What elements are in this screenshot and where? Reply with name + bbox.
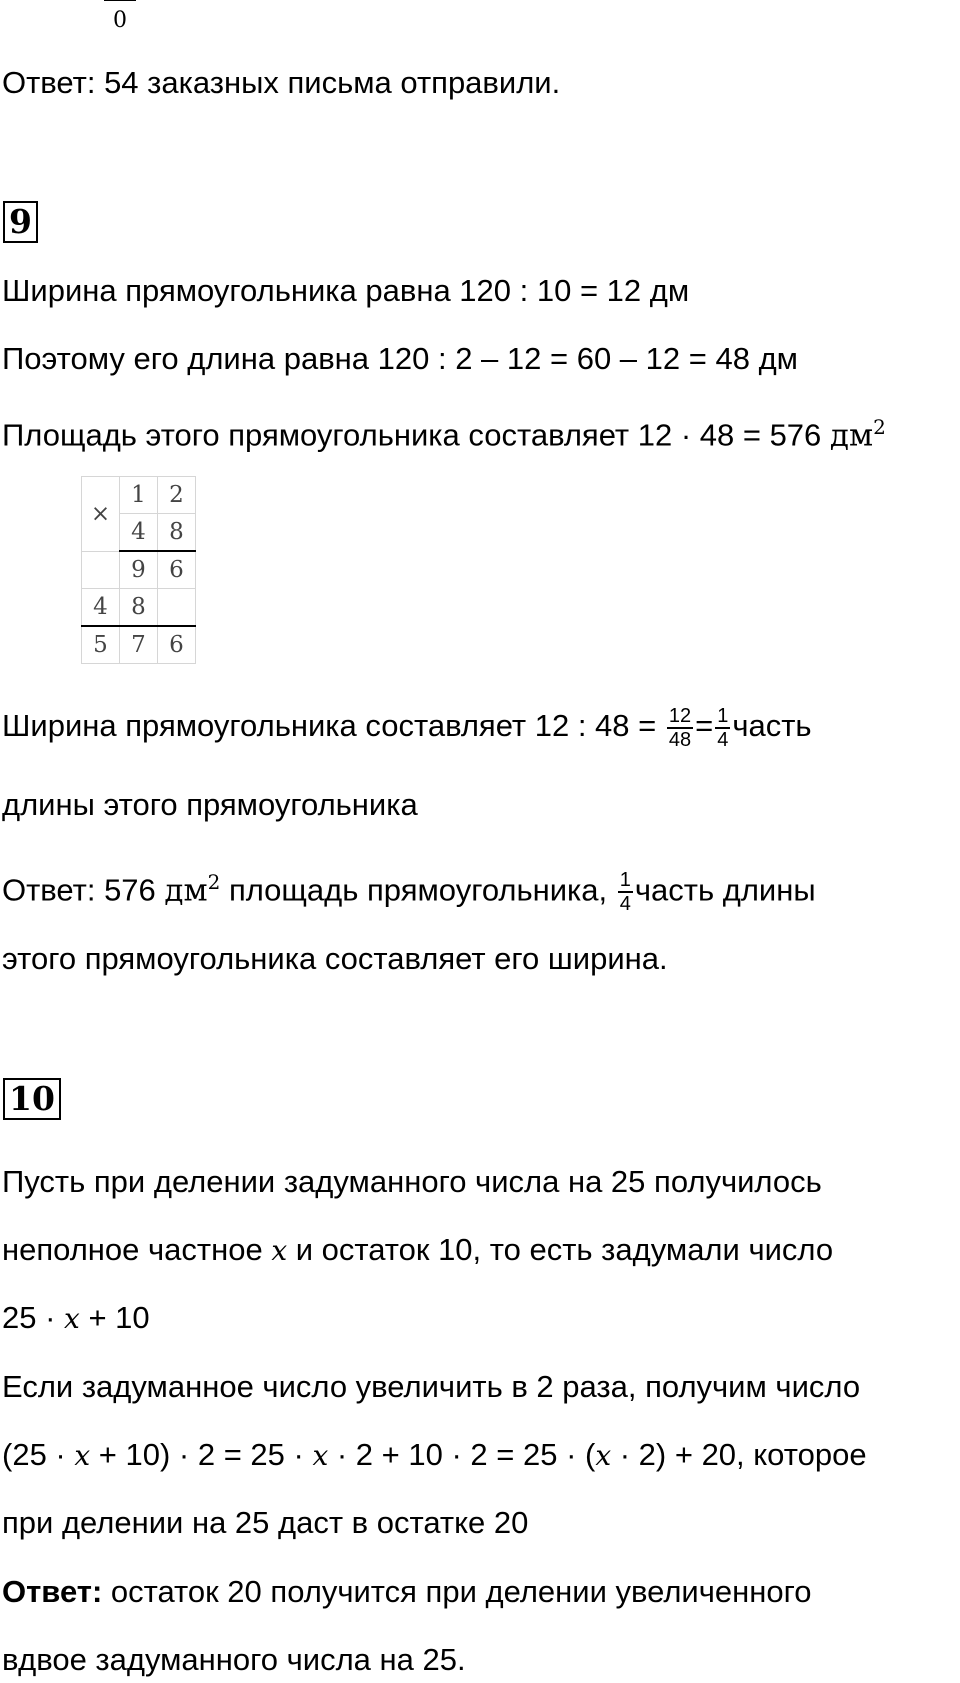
square-exponent: 2 xyxy=(207,870,221,894)
ratio-statement: Ширина прямоугольника составляет 12 : 48 = xyxy=(2,708,665,744)
mult-cell: 9 xyxy=(120,551,158,589)
task9-line-1: Ширина прямоугольника равна 120 : 10 = 12 дм xyxy=(2,273,690,308)
task10-line-1: Пусть при делении задуманного числа на 25 получилось xyxy=(2,1164,822,1199)
task9-line-2: Поэтому его длина равна 120 : 2 – 12 = 60 – 12 = 48 дм xyxy=(2,341,798,376)
fraction-numerator: 1 xyxy=(717,705,729,727)
mult-cell: 2 xyxy=(158,477,196,514)
multiply-sign: × xyxy=(82,477,120,552)
mult-cell: 5 xyxy=(82,626,120,664)
fraction-1-4 xyxy=(715,705,730,751)
task-number-10: 10 xyxy=(3,1078,61,1120)
task10-line-2 xyxy=(2,1231,833,1270)
text: (25 · xyxy=(2,1437,75,1472)
answer-text: остаток 20 получится при делении увеличенного xyxy=(102,1574,812,1609)
task-number-9: 9 xyxy=(3,201,38,243)
fraction-numerator: 12 xyxy=(668,705,692,727)
text: + 10) · 2 = 25 · xyxy=(90,1437,313,1472)
task10-line-3 xyxy=(2,1299,150,1338)
area-statement: Площадь этого прямоугольника составляет 12 · 48 = 576 xyxy=(2,417,830,453)
variable-x: x xyxy=(271,1234,288,1267)
fraction-denominator: 4 xyxy=(619,893,631,916)
task9-line-4 xyxy=(2,705,812,751)
task9-answer xyxy=(2,863,816,915)
text: неполное частное xyxy=(2,1232,272,1267)
task10-line-5 xyxy=(2,1436,867,1475)
fraction-1-4 xyxy=(618,869,633,915)
ratio-tail: часть xyxy=(732,708,812,744)
variable-x: x xyxy=(64,1302,80,1335)
square-exponent: 2 xyxy=(873,415,886,439)
fraction-denominator: 48 xyxy=(668,729,692,751)
unit-dm: дм xyxy=(164,872,208,909)
mult-cell xyxy=(158,589,196,627)
mult-cell: 6 xyxy=(158,551,196,589)
answer-label: Ответ: xyxy=(2,1574,103,1609)
column-multiplication-table xyxy=(81,476,196,664)
unit-dm: дм xyxy=(829,417,874,454)
task10-line-6: при делении на 25 даст в остатке 20 xyxy=(2,1505,529,1540)
equals-sign: = xyxy=(695,708,714,744)
task9-line-3 xyxy=(2,408,886,454)
text: · 2 + 10 · 2 = 25 · ( xyxy=(328,1437,596,1472)
answer-prefix: Ответ: 576 xyxy=(2,872,165,908)
mult-cell: 4 xyxy=(82,589,120,627)
variable-x: x xyxy=(312,1439,329,1472)
previous-answer: Ответ: 54 заказных письма отправили. xyxy=(2,65,561,100)
fraction-denominator: 4 xyxy=(717,729,729,751)
mult-cell xyxy=(82,551,120,589)
mult-cell: 8 xyxy=(158,514,196,552)
fraction-numerator: 1 xyxy=(619,869,631,892)
mult-cell: 4 xyxy=(120,514,158,552)
task10-answer-line-2: вдвое задуманного числа на 25. xyxy=(2,1642,466,1677)
fraction-12-48 xyxy=(667,705,693,751)
text: + 10 xyxy=(79,1300,150,1335)
task9-line-5: длины этого прямоугольника xyxy=(2,787,418,822)
answer-tail: часть длины xyxy=(634,872,816,908)
mult-cell: 7 xyxy=(120,626,158,664)
text: и остаток 10, то есть задумали число xyxy=(287,1232,834,1267)
mult-cell: 1 xyxy=(120,477,158,514)
task9-answer-line-2: этого прямоугольника составляет его ширина. xyxy=(2,941,668,976)
text: 25 · xyxy=(2,1300,65,1335)
variable-x: x xyxy=(74,1439,91,1472)
text: · 2) + 20, которое xyxy=(611,1437,867,1472)
answer-middle: площадь прямоугольника, xyxy=(220,872,616,908)
division-remainder-fragment: 0 xyxy=(104,0,136,41)
mult-cell: 8 xyxy=(120,589,158,627)
task10-line-4: Если задуманное число увеличить в 2 раза, получим число xyxy=(2,1369,861,1404)
mult-cell: 6 xyxy=(158,626,196,664)
variable-x: x xyxy=(595,1439,612,1472)
task10-answer xyxy=(2,1573,811,1611)
